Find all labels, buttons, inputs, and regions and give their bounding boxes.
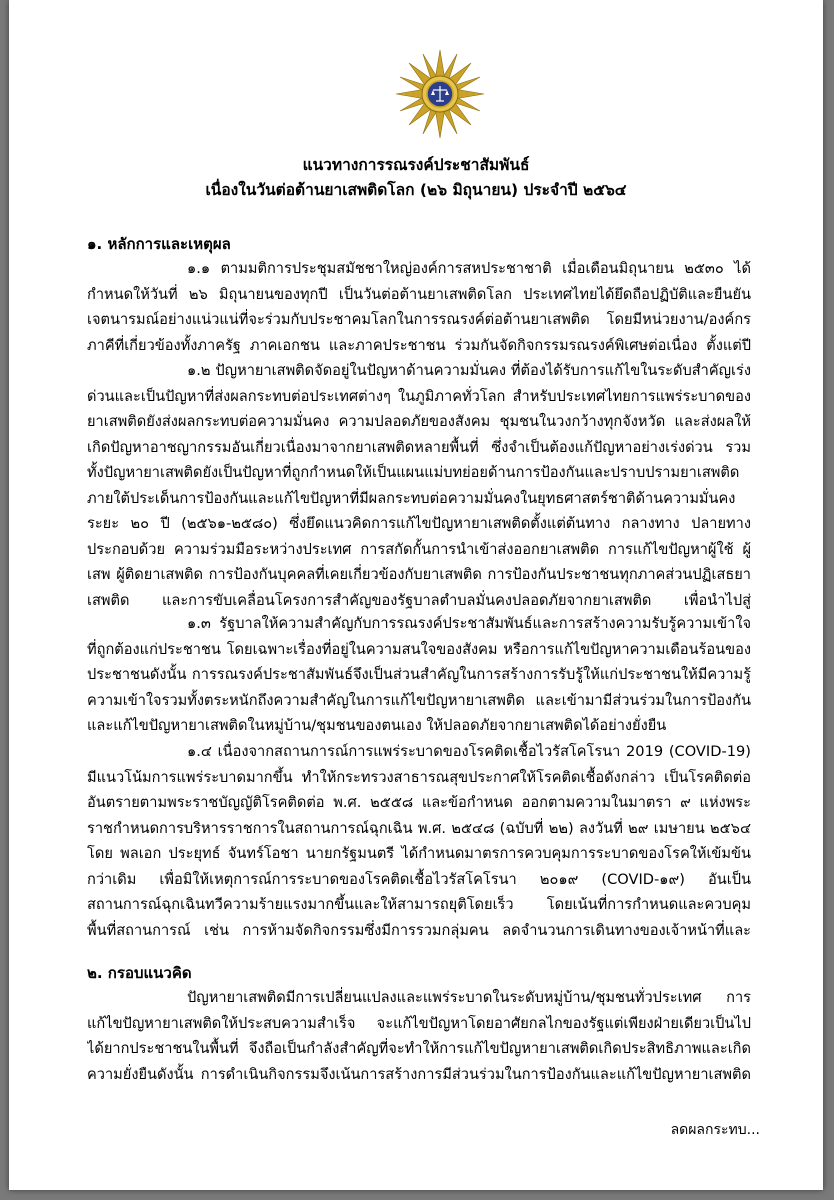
continuation-note: ลดผลกระทบ... <box>670 1122 760 1138</box>
paragraph-1-3: ๑.๓ รัฐบาลให้ความสำคัญกับการรณรงค์ประชาสัมพันธ์และการสร้างความรับรู้ความเข้าใจที่ถูกต้องแก่ประชาชน โดยเฉพาะเรื่องที่อยู่ในความสนใจของสังคม หรือการแก้ไขปัญหาความเดือนร้อนของประชาชนดังนั้น การรณรงค์ประชาสัมพันธ์จึงเป็นส่วนสำคัญในการสร้างการรับรู้ให้แก่ประชาชนให้มีความรู้ความเข้าใจรวมทั้งตระหนักถึงความสำคัญในการแก้ไขปัญหายาเสพติด และเข้ามามีส่วนร่วมในการป้องกันและแก้ไขปัญหายาเสพติดในหมู่บ้าน/ชุมชนของตนเอง ให้ปลอดภัยจากยาเสพติดได้อย่างยั่งยืน <box>87 615 751 734</box>
document-title-line-1: แนวทางการรณรงค์ประชาสัมพันธ์ <box>302 156 530 174</box>
paragraph-1-1: ๑.๑ ตามมติการประชุมสมัชชาใหญ่องค์การสหประชาชาติ เมื่อเดือนมิถุนายน ๒๕๓๐ ได้กำหนดให้วันที่ ๒๖ มิถุนายนของทุกปี เป็นวันต่อต้านยาเสพติดโลก ประเทศไทยได้ยึดถือปฏิบัติและยืนยันเจตนารมณ์อย่างแน่วแน่ที่จะร่วมกับประชาคมโลกในการรณรงค์ต่อต้านยาเสพติด โดยมีหน่วยงาน/องค์กรภาคีที่เกี่ยวข้องทั้งภาครัฐ ภาคเอกชน และภาคประชาชน ร่วมกันจัดกิจกรรมรณรงค์พิเศษต่อเนื่อง ตั้งแต่ปี <box>87 260 751 354</box>
paragraph-1-2: ๑.๒ ปัญหายาเสพติดจัดอยู่ในปัญหาด้านความมั่นคง ที่ต้องได้รับการแก้ไขในระดับสำคัญเร่งด่วนและเป็นปัญหาที่ส่งผลกระทบต่อประเทศต่างๆ ในภูมิภาคทั่วโลก สำหรับประเทศไทยการแพร่ระบาดของยาเสพติดยังส่งผลกระทบต่อความมั่นคง ความปลอดภัยของสังคม ชุมชนในวงกว้างทุกจังหวัด และส่งผลให้เกิดปัญหาอาชญากรรมอันเกี่ยวเนื่องมาจากยาเสพติดหลายพื้นที่ ซึ่งจำเป็นต้องแก้ปัญหาอย่างเร่งด่วน รวมทั้งปัญหายาเสพติดยังเป็นปัญหาที่ถูกกำหนดให้เป็นแผนแม่บทย่อยด้านการป้องกันและปราบปรามยาเสพติด ภายใต้ประเด็นการป้องกันและแก้ไขปัญหาที่มีผลกระทบต่อความมั่นคงในยุทธศาสตร์ชาติด้านความมั่นคง ระยะ ๒๐ ปี (๒๕๖๑-๒๕๘๐) ซึ่งยึดแนวคิดการแก้ไขปัญหายาเสพติดตั้งแต่ต้นทาง กลางทาง ปลายทาง ประกอบด้วย ความร่วมมือระหว่างประเทศ การสกัดกั้นการนำเข้าส่งออกยาเสพติด การแก้ไขปัญหาผู้ใช้ ผู้เสพ ผู้ติดยาเสพติด การป้องกันบุคคลที่เคยเกี่ยวข้องกับยาเสพติด การป้องกันประชาชนทุกภาคส่วนปฏิเสธยาเสพติด และการขับเคลื่อนโครงการสำคัญของรัฐบาลตำบลมั่นคงปลอดภัยจากยาเสพติด เพื่อนำไปสู่ <box>87 362 751 609</box>
office-emblem-icon <box>394 48 486 140</box>
document-page <box>9 0 823 1190</box>
paragraph-1-4: ๑.๔ เนื่องจากสถานการณ์การแพร่ระบาดของโรคติดเชื้อไวรัสโคโรนา 2019 (COVID-19) มีแนวโน้มการแพร่ระบาดมากขึ้น ทำให้กระทรวงสาธารณสุขประกาศให้โรคติดเชื้อดังกล่าว เป็นโรคติดต่ออันตรายตามพระราชบัญญัติโรคติดต่อ พ.ศ. ๒๕๕๘ และข้อกำหนด ออกตามความในมาตรา ๙ แห่งพระราชกำหนดการบริหารราชการในสถานการณ์ฉุกเฉิน พ.ศ. ๒๕๔๘ (ฉบับที่ ๒๒) ลงวันที่ ๒๙ เมษายน ๒๕๖๔ โดย พลเอก ประยุทธ์ จันทร์โอชา นายกรัฐมนตรี ได้กำหนดมาตรการควบคุมการระบาดของโรคให้เข้มข้นกว่าเดิม เพื่อมิให้เหตุการณ์การระบาดของโรคติดเชื้อไวรัสโคโรนา ๒๐๑๙ (COVID-๑๙) อันเป็นสถานการณ์ฉุกเฉินทวีความร้ายแรงมากขึ้นและให้สามารถยุติโดยเร็ว โดยเน้นที่การกำหนดและควบคุมพื้นที่สถานการณ์ เช่น การห้ามจัดกิจกรรมซึ่งมีการรวมกลุ่มคน ลดจำนวนการเดินทางของเจ้าหน้าที่และ <box>87 743 751 939</box>
section-1-heading: ๑. หลักการและเหตุผล <box>87 235 231 253</box>
paragraph-2: ปัญหายาเสพติดมีการเปลี่ยนแปลงและแพร่ระบาดในระดับหมู่บ้าน/ชุมชนทั่วประเทศ การแก้ไขปัญหายาเสพติดให้ประสบความสำเร็จ จะแก้ไขปัญหาโดยอาศัยกลไกของรัฐแต่เพียงฝ่ายเดียวเป็นไปได้ยากประชาชนในพื้นที่ จึงถือเป็นกำลังสำคัญที่จะทำให้การแก้ไขปัญหายาเสพติดเกิดประสิทธิภาพและเกิดความยั่งยืนดังนั้น การดำเนินกิจกรรมจึงเน้นการสร้างการมีส่วนร่วมในการป้องกันและแก้ไขปัญหายาเสพติด <box>87 989 751 1083</box>
document-title-line-2: เนื่องในวันต่อต้านยาเสพติดโลก (๒๖ มิถุนายน) ประจำปี ๒๕๖๔ <box>205 181 627 199</box>
section-2-heading: ๒. กรอบแนวคิด <box>87 964 192 982</box>
